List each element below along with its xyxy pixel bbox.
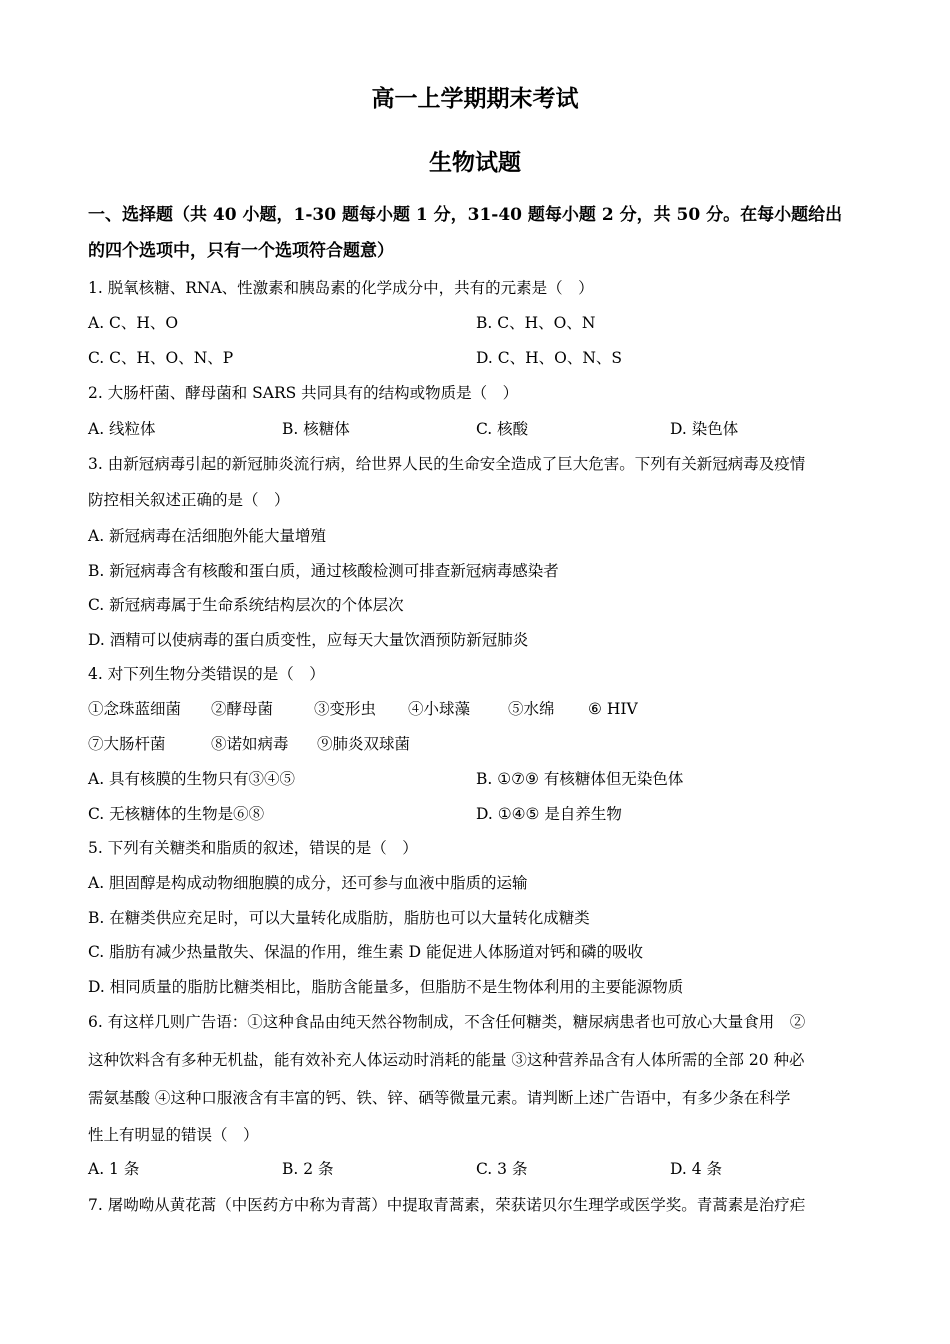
exam-title: 高一上学期期末考试 [371, 85, 579, 112]
question-6-option-b: B. 2 条 [282, 1160, 334, 1178]
organism-item: ⑤水绵 [508, 700, 555, 718]
section-heading-line-1: 一、选择题（共 40 小题，1-30 题每小题 1 分，31-40 题每小题 2 分，共 50 分。在每小题给出 [88, 205, 843, 225]
question-4-options-row-2 [88, 803, 863, 825]
organism-item: ⑨肺炎双球菌 [317, 735, 411, 753]
question-4-option-d: D. ①④⑤ 是自养生物 [476, 805, 622, 823]
organism-item: ④小球藻 [408, 700, 471, 718]
question-6-stem-line-3: 需氨基酸 ④这种口服液含有丰富的钙、铁、锌、硒等微量元素。请判断上述广告语中，有多少条在科学 [88, 1089, 791, 1107]
question-4-option-c: C. 无核糖体的生物是⑥⑧ [88, 805, 265, 823]
organism-item: ③变形虫 [314, 700, 377, 718]
question-2-option-b: B. 核糖体 [282, 420, 350, 438]
question-6-option-a: A. 1 条 [88, 1160, 140, 1178]
question-5-option-d: D. 相同质量的脂肪比糖类相比，脂肪含能量多，但脂肪不是生物体利用的主要能源物质 [88, 978, 684, 996]
exam-subtitle: 生物试题 [429, 149, 521, 176]
organism-item: ⑥ HIV [588, 700, 638, 718]
question-3-stem-line-2: 防控相关叙述正确的是（ ） [88, 491, 290, 509]
organism-item: ①念珠蓝细菌 [88, 700, 182, 718]
question-2-option-c: C. 核酸 [476, 420, 529, 438]
question-1-options-row-2 [88, 347, 863, 369]
question-6-options [88, 1158, 863, 1180]
organism-item: ⑧诺如病毒 [211, 735, 289, 753]
question-1-option-d: D. C、H、O、N、S [476, 349, 622, 367]
question-4-option-a: A. 具有核膜的生物只有③④⑤ [88, 770, 296, 788]
question-4-organisms-row-1 [88, 698, 863, 720]
question-6-stem-line-2: 这种饮料含有多种无机盐，能有效补充人体运动时消耗的能量 ③这种营养品含有人体所需的全部 20 种必 [88, 1051, 805, 1069]
question-3-stem-line-1: 3. 由新冠病毒引起的新冠肺炎流行病，给世界人民的生命安全造成了巨大危害。下列有关新冠病毒及疫情 [88, 455, 806, 473]
section-heading-line-2: 的四个选项中，只有一个选项符合题意） [88, 241, 394, 261]
question-1-options-row-1 [88, 312, 863, 334]
question-3-option-b: B. 新冠病毒含有核酸和蛋白质，通过核酸检测可排查新冠病毒感染者 [88, 562, 559, 580]
question-3-option-d: D. 酒精可以使病毒的蛋白质变性，应每天大量饮酒预防新冠肺炎 [88, 631, 529, 649]
question-1-option-c: C. C、H、O、N、P [88, 349, 234, 367]
question-3-option-c: C. 新冠病毒属于生命系统结构层次的个体层次 [88, 596, 404, 614]
question-2-option-a: A. 线粒体 [88, 420, 156, 438]
question-1-stem: 1. 脱氧核糖、RNA、性激素和胰岛素的化学成分中，共有的元素是（ ） [88, 279, 594, 297]
question-4-option-b: B. ①⑦⑨ 有核糖体但无染色体 [476, 770, 684, 788]
question-2-stem: 2. 大肠杆菌、酵母菌和 SARS 共同具有的结构或物质是（ ） [88, 384, 519, 402]
question-1-option-b: B. C、H、O、N [476, 314, 596, 332]
question-4-options-row-1 [88, 768, 863, 790]
question-7-stem-line-1: 7. 屠呦呦从黄花蒿（中医药方中称为青蒿）中提取青蒿素，荣获诺贝尔生理学或医学奖。青蒿素是治疗疟 [88, 1196, 806, 1214]
organism-item: ②酵母菌 [211, 700, 274, 718]
question-2-options [88, 418, 863, 440]
question-4-stem: 4. 对下列生物分类错误的是（ ） [88, 665, 325, 683]
question-6-option-c: C. 3 条 [476, 1160, 528, 1178]
question-5-option-c: C. 脂肪有减少热量散失、保温的作用，维生素 D 能促进人体肠道对钙和磷的吸收 [88, 943, 643, 961]
question-6-stem-line-4: 性上有明显的错误（ ） [88, 1126, 259, 1144]
question-5-stem: 5. 下列有关糖类和脂质的叙述，错误的是（ ） [88, 839, 418, 857]
question-5-option-a: A. 胆固醇是构成动物细胞膜的成分，还可参与血液中脂质的运输 [88, 874, 528, 892]
question-3-option-a: A. 新冠病毒在活细胞外能大量增殖 [88, 527, 327, 545]
question-6-stem-line-1: 6. 有这样几则广告语：①这种食品由纯天然谷物制成，不含任何糖类，糖尿病患者也可放心大量食用 ② [88, 1013, 806, 1031]
question-2-option-d: D. 染色体 [670, 420, 739, 438]
organism-item: ⑦大肠杆菌 [88, 735, 166, 753]
question-6-option-d: D. 4 条 [670, 1160, 723, 1178]
question-5-option-b: B. 在糖类供应充足时，可以大量转化成脂肪，脂肪也可以大量转化成糖类 [88, 909, 590, 927]
question-4-organisms-row-2 [88, 733, 863, 755]
question-1-option-a: A. C、H、O [88, 314, 179, 332]
